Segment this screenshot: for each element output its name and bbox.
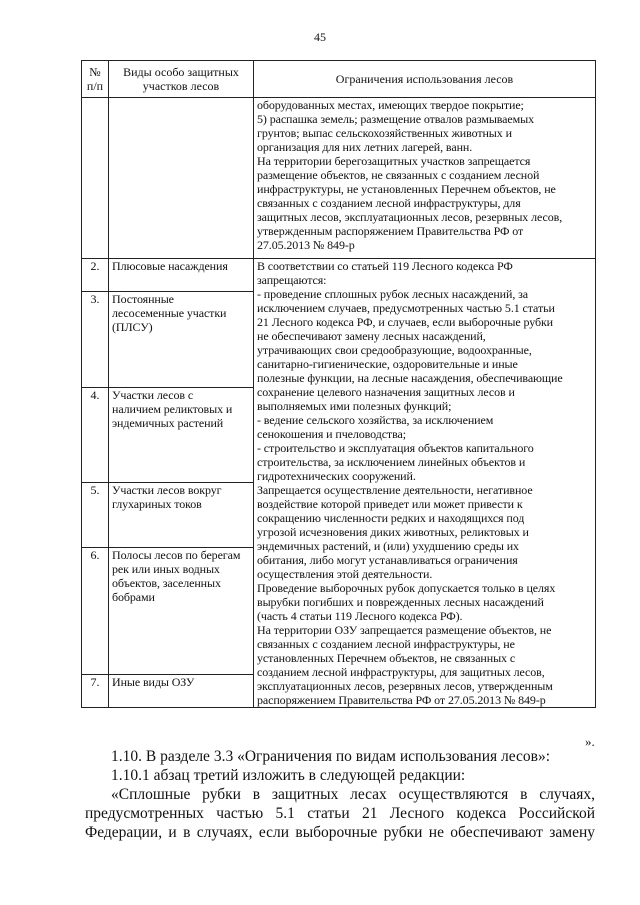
text-line: глухариных токов xyxy=(112,497,202,512)
text-line: защитных лесов, эксплуатационных лесов, резервных лесов, xyxy=(257,210,563,224)
text-line: связанных с созданием лесной инфраструктуры, для xyxy=(257,196,521,210)
text-line: - проведение сплошных рубок лесных насаждений, за xyxy=(257,287,528,301)
text-line: исключением случаев, предусмотренных частью 5.1 статьи xyxy=(257,301,555,315)
text-line: эндемичных растений, и (или) ухудшению среды их xyxy=(257,539,519,553)
text-line: полезные функции, на лесные насаждения, обеспечивающие xyxy=(257,371,563,385)
text-line: На территории берегозащитных участков запрещается xyxy=(257,154,531,168)
cell-row-number: 7. xyxy=(82,674,109,707)
quote-line: «Сплошные рубки в защитных лесах осуществляются в случаях, xyxy=(111,786,595,803)
text-line: В соответствии со статьей 119 Лесного кодекса РФ xyxy=(257,259,513,273)
text-line: Участки лесов с xyxy=(112,387,194,402)
amendment-text xyxy=(85,747,595,842)
text-line: Проведение выборочных рубок допускается только в целях xyxy=(257,581,556,595)
table-header-row xyxy=(82,61,596,98)
text-line: не обеспечивают замену лесных насаждений, xyxy=(257,329,486,343)
header-restrictions: Ограничения использования лесов xyxy=(254,61,596,98)
text-line: установленных Перечнем объектов, не связанных с xyxy=(257,651,516,665)
table-row xyxy=(82,259,596,292)
quote-line: Федерации, и в случаях, если выборочные рубки не обеспечивают замену xyxy=(85,824,595,841)
text-line: Плюсовые насаждения xyxy=(112,259,228,273)
cell-zone-type xyxy=(109,292,254,388)
text-line: связанных с созданием лесной инфраструктуры, не xyxy=(257,637,515,651)
text-line: вырубки погибших и поврежденных лесных насаждений xyxy=(257,595,544,609)
text-line: - ведение сельского хозяйства, за исключением xyxy=(257,413,494,427)
text-line: воздействие которой приведет или может привести к xyxy=(257,497,523,511)
text-line: лесосеменные участки xyxy=(112,306,227,321)
text-line: распоряжением Правительства РФ от 27.05.2013 № 849-р xyxy=(257,693,546,707)
cell-row-number: 6. xyxy=(82,547,109,674)
page-number: 45 xyxy=(314,30,326,44)
text-line: (ПЛСУ) xyxy=(112,320,153,335)
text-line: эксплуатационных лесов, резервных лесов, утвержденным xyxy=(257,679,553,693)
text-line: сохранение целевого назначения защитных лесов и xyxy=(257,385,515,399)
text-line: - строительство и эксплуатация объектов капитального xyxy=(257,441,534,455)
text-line: выполняемых ими полезных функций; xyxy=(257,399,452,413)
text-line: запрещаются: xyxy=(257,273,327,287)
text-line: инфраструктуры, не установленных Перечнем объектов, не xyxy=(257,182,556,196)
cell-row-number: 3. xyxy=(82,292,109,388)
text-line: бобрами xyxy=(112,589,155,604)
text-line: Полосы лесов по берегам xyxy=(112,547,241,562)
cell-restrictions-continuation xyxy=(254,98,596,259)
text-line: (часть 4 статьи 119 Лесного кодекса РФ). xyxy=(257,609,463,623)
text-line: сенокошения и пчеловодства; xyxy=(257,427,406,441)
text-line: осуществления этой деятельности. xyxy=(257,567,433,581)
cell-row-number: 4. xyxy=(82,387,109,483)
text-line: утвержденным распоряжением Правительства РФ от xyxy=(257,224,524,238)
text-line: объектов, заселенных xyxy=(112,575,221,590)
cell-restrictions-merged xyxy=(254,259,596,708)
text-line: эндемичных растений xyxy=(112,415,224,430)
text-line: рек или иных водных xyxy=(112,561,220,576)
text-line: созданием лесной инфраструктуры, для защитных лесов, xyxy=(257,665,545,679)
text-line: организация для них летних лагерей, ванн. xyxy=(257,140,473,154)
text-line: санитарно-гигиенические, оздоровительные и иные xyxy=(257,357,518,371)
text-line: гидротехнических сооружений. xyxy=(257,469,416,483)
text-line: 21 Лесного кодекса РФ, и случаев, если выборочные рубки xyxy=(257,315,554,329)
text-line: грунтов; выпас сельскохозяйственных животных и xyxy=(257,126,512,140)
text-line: Запрещается осуществление деятельности, негативное xyxy=(257,483,533,497)
text-line: утрачивающих свои средообразующие, водоохранные, xyxy=(257,343,532,357)
cell-number-continuation xyxy=(82,98,109,259)
text-line: угрозой исчезновения диких животных, реликтовых и xyxy=(257,525,529,539)
cell-zone-type xyxy=(109,674,254,707)
quote-line: предусмотренных частью 5.1 статьи 21 Лесного кодекса Российской xyxy=(85,805,595,822)
cell-zone-continuation xyxy=(109,98,254,259)
cell-zone-type xyxy=(109,547,254,674)
text-line: обитания, либо могут устанавливаться ограничения xyxy=(257,553,518,567)
text-line: оборудованных местах, имеющих твердое покрытие; xyxy=(257,98,524,112)
cell-zone-type xyxy=(109,387,254,483)
cell-zone-type xyxy=(109,259,254,292)
header-number: № п/п xyxy=(82,61,109,98)
text-line: 27.05.2013 № 849-р xyxy=(257,238,355,252)
restrictions-table xyxy=(81,60,596,708)
closing-quote: ». xyxy=(585,734,595,749)
paragraph-1-10-1: 1.10.1 абзац третий изложить в следующей редакции: xyxy=(111,767,466,784)
table-row-continuation xyxy=(82,98,596,259)
text-line: сокращению численности редких и находящихся под xyxy=(257,511,525,525)
text-line: Иные виды ОЗУ xyxy=(112,674,195,689)
cell-zone-type xyxy=(109,483,254,547)
text-line: 5) распашка земель; размещение отвалов размываемых xyxy=(257,112,534,126)
text-line: наличием реликтовых и xyxy=(112,401,233,416)
text-line: строительства, за исключением линейных объектов и xyxy=(257,455,526,469)
header-zone-type: Виды особо защитных участков лесов xyxy=(109,61,254,98)
text-line: Участки лесов вокруг xyxy=(112,483,222,498)
text-line: На территории ОЗУ запрещается размещение объектов, не xyxy=(257,623,552,637)
text-line: Постоянные xyxy=(112,292,174,307)
text-line: размещение объектов, не связанных с созданием лесной xyxy=(257,168,540,182)
cell-row-number: 5. xyxy=(82,483,109,547)
cell-row-number: 2. xyxy=(82,259,109,292)
paragraph-1-10: 1.10. В разделе 3.3 «Ограничения по видам использования лесов»: xyxy=(111,748,551,765)
